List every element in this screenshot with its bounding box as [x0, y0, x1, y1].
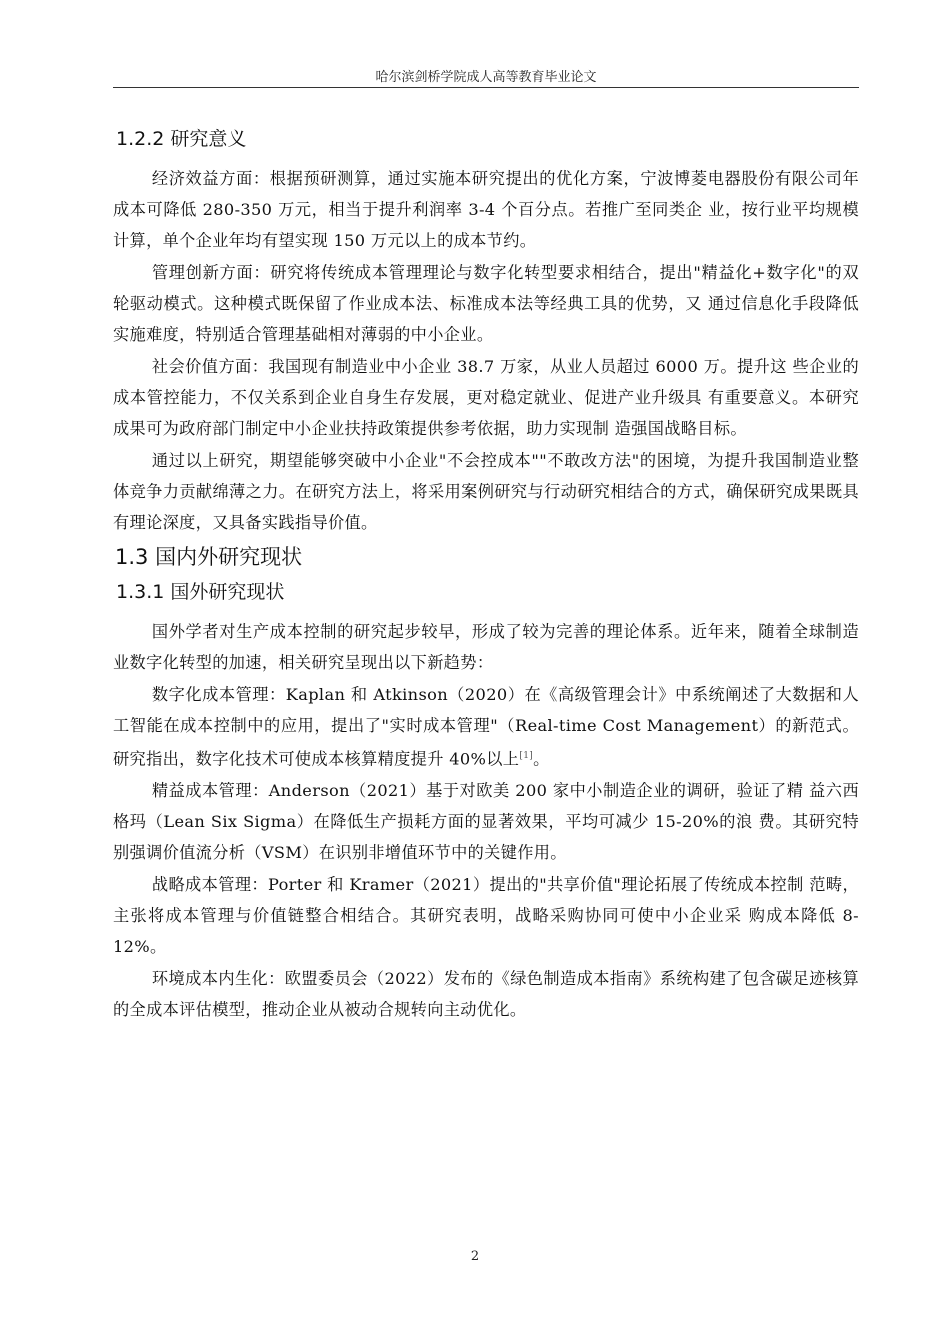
page-body [113, 125, 859, 1026]
paragraph-management-innovation: 管理创新方面：研究将传统成本管理理论与数字化转型要求相结合，提出"精益化+数字化"的双轮驱动模式。这种模式既保留了作业成本法、标准成本法等经典工具的优势，又 通过信息化手段降低实施难度，特别适合管理基础相对薄弱的中小企业。 [113, 263, 859, 344]
citation-1: [1] [519, 751, 534, 761]
running-header: 哈尔滨剑桥学院成人高等教育毕业论文 [375, 70, 597, 85]
paragraph-foreign-intro: 国外学者对生产成本控制的研究起步较早，形成了较为完善的理论体系。近年来，随着全球制造业数字化转型的加速，相关研究呈现出以下新趋势： [113, 622, 859, 672]
header-divider [113, 87, 859, 88]
paragraph-social-value: 社会价值方面：我国现有制造业中小企业 38.7 万家，从业人员超过 6000 万。提升这 些企业的成本管控能力，不仅关系到企业自身生存发展，更对稳定就业、促进产业升级具 有重要意义。本研究成果可为政府部门制定中小企业扶持政策提供参考依据，助力实现制 造强国战略目标。 [113, 357, 859, 438]
paragraph-strategic-cost: 战略成本管理：Porter 和 Kramer（2021）提出的"共享价值"理论拓展了传统成本控制 范畴，主张将成本管理与价值链整合相结合。其研究表明，战略采购协同可使中小企业采 购成本降低 8-12%。 [113, 875, 859, 957]
paragraph-environmental-cost: 环境成本内生化：欧盟委员会（2022）发布的《绿色制造成本指南》系统构建了包含碳足迹核算的全成本评估模型，推动企业从被动合规转向主动优化。 [113, 969, 859, 1020]
paragraph-digital-cost-end: 。 [533, 749, 550, 769]
paragraph-lean-cost: 精益成本管理：Anderson（2021）基于对欧美 200 家中小制造企业的调研，验证了精 益六西格玛（Lean Six Sigma）在降低生产损耗方面的显著效果，平均可减少 15-20%的浪 费。其研究特别强调价值流分析（VSM）在识别非增值环节中的关键作用。 [113, 781, 859, 863]
paragraph-economic-benefit: 经济效益方面：根据预研测算，通过实施本研究提出的优化方案，宁波博菱电器股份有限公司年成本可降低 280-350 万元，相当于提升利润率 3-4 个百分点。若推广至同类企 业，按行业平均规模计算，单个企业年均有望实现 150 万元以上的成本节约。 [113, 169, 859, 250]
heading-1-2-2: 1.2.2 研究意义 [116, 128, 247, 150]
paragraph-digital-cost [113, 679, 859, 774]
paragraph-digital-cost-text: 数字化成本管理：Kaplan 和 Atkinson（2020）在《高级管理会计》中系统阐述了大数据和人工智能在成本控制中的应用，提出了"实时成本管理"（Real-time Cost Management）的新范式。研究指出，数字化技术可使成本核算精度提升 40%以上 [113, 685, 859, 769]
heading-1-3-1: 1.3.1 国外研究现状 [116, 581, 285, 603]
heading-1-3: 1.3 国内外研究现状 [115, 545, 303, 569]
page-number: 2 [470, 1249, 480, 1264]
paragraph-research-goal: 通过以上研究，期望能够突破中小企业"不会控成本""不敢改方法"的困境，为提升我国制造业整体竞争力贡献绵薄之力。在研究方法上，将采用案例研究与行动研究相结合的方式，确保研究成果既具有理论深度，又具备实践指导价值。 [113, 451, 859, 532]
